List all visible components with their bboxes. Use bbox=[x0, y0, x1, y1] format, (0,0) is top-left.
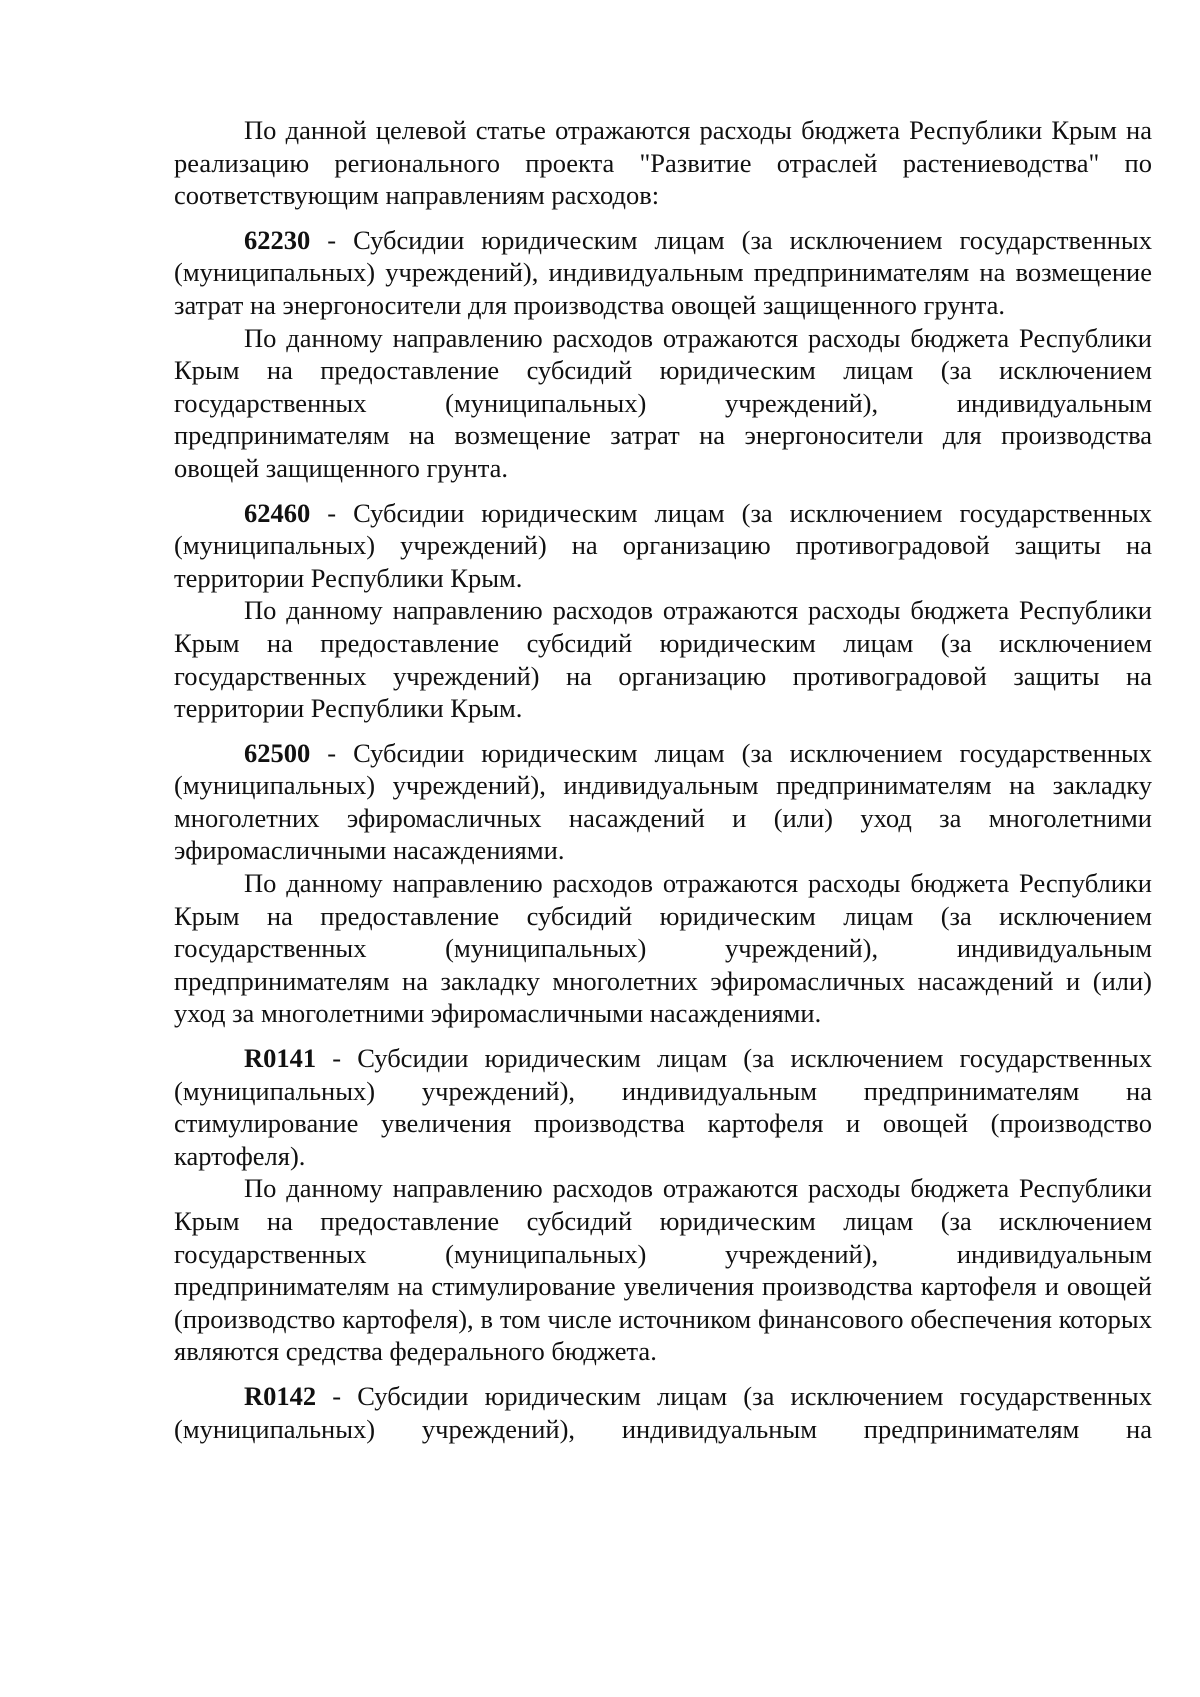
item-title: - Субсидии юридическим лицам (за исключением государственных (муниципальных) учреждений) на организацию противоградовой защиты на территории Республики Крым. bbox=[174, 497, 1152, 593]
item-r0141-heading bbox=[174, 1042, 1152, 1172]
item-62500-description: По данному направлению расходов отражаются расходы бюджета Республики Крым на предоставление субсидий юридическим лицам (за исключением государственных (муниципальных) учреждений), индивидуальным предпринимателям на закладку многолетних эфиромасличных насаждений и (или) уход за многолетними эфиромасличными насаждениями. bbox=[174, 868, 1152, 1029]
item-62230-heading bbox=[174, 224, 1152, 322]
intro-paragraph: По данной целевой статье отражаются расходы бюджета Республики Крым на реализацию регионального проекта "Развитие отраслей растениеводства" по соответствующим направлениям расходов: bbox=[174, 115, 1152, 211]
item-62460-heading bbox=[174, 497, 1152, 595]
document-page bbox=[174, 114, 1152, 1445]
item-title: - Субсидии юридическим лицам (за исключением государственных (муниципальных) учреждений), индивидуальным предпринимателям на bbox=[174, 1380, 1152, 1444]
item-title: - Субсидии юридическим лицам (за исключением государственных (муниципальных) учреждений), индивидуальным предпринимателям на закладку многолетних эфиромасличных насаждений и (или) уход за многолетними эфиромасличными насаждениями. bbox=[174, 737, 1152, 866]
item-code: R0141 bbox=[244, 1043, 317, 1074]
item-code: 62460 bbox=[244, 497, 311, 528]
item-title: - Субсидии юридическим лицам (за исключением государственных (муниципальных) учреждений), индивидуальным предпринимателям на стимулирование увеличения производства картофеля и овощей (производство картофеля). bbox=[174, 1043, 1152, 1171]
item-62230-description: По данному направлению расходов отражаются расходы бюджета Республики Крым на предоставление субсидий юридическим лицам (за исключением государственных (муниципальных) учреждений), индивидуальным предпринимателям на возмещение затрат на энергоносители для производства овощей защищенного грунта. bbox=[174, 322, 1152, 483]
item-code: R0142 bbox=[244, 1380, 317, 1411]
item-r0142-heading bbox=[174, 1380, 1152, 1445]
item-r0141-description: По данному направлению расходов отражаются расходы бюджета Республики Крым на предоставление субсидий юридическим лицам (за исключением государственных (муниципальных) учреждений), индивидуальным предпринимателям на стимулирование увеличения производства картофеля и овощей (производство картофеля), в том числе источником финансового обеспечения которых являются средства федерального бюджета. bbox=[174, 1173, 1152, 1367]
item-62500-heading bbox=[174, 737, 1152, 867]
item-code: 62230 bbox=[244, 224, 311, 255]
item-code: 62500 bbox=[244, 737, 311, 768]
item-62460-description: По данному направлению расходов отражаются расходы бюджета Республики Крым на предоставление субсидий юридическим лицам (за исключением государственных учреждений) на организацию противоградовой защиты на территории Республики Крым. bbox=[174, 595, 1152, 724]
item-title: - Субсидии юридическим лицам (за исключением государственных (муниципальных) учреждений), индивидуальным предпринимателям на возмещение затрат на энергоносители для производства овощей защищенного грунта. bbox=[174, 224, 1152, 320]
